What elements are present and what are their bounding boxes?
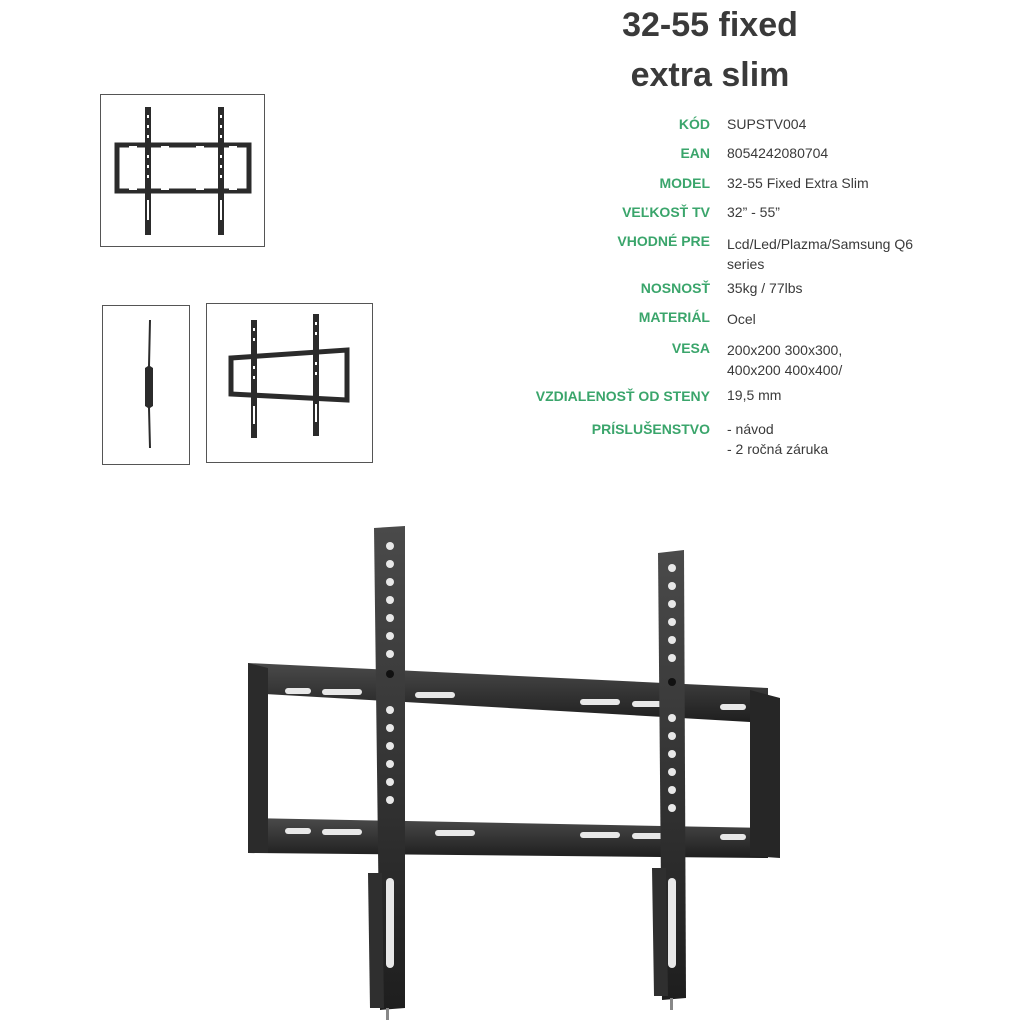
spec-value-wall-distance: 19,5 mm [727, 387, 782, 403]
spec-value-suitable-for: Lcd/Led/Plazma/Samsung Q6 series [727, 236, 913, 272]
spec-label-ean: EAN [680, 145, 710, 161]
spec-label-vesa: VESA [671, 340, 710, 356]
main-product-image [240, 518, 785, 1024]
spec-label-model: MODEL [659, 175, 710, 191]
product-title [560, 0, 860, 100]
mount-front-image [101, 95, 264, 246]
thumbnail-front-view[interactable] [100, 94, 265, 247]
thumbnail-angled-view[interactable] [206, 303, 373, 463]
spec-label-load: NOSNOSŤ [640, 280, 710, 296]
spec-label-tv-size: VEĽKOSŤ TV [622, 204, 710, 220]
spec-value-kod: SUPSTV004 [727, 116, 807, 132]
spec-label-kod: KÓD [678, 116, 710, 132]
spec-value-ean: 8054242080704 [727, 145, 829, 161]
spec-value-load: 35kg / 77lbs [727, 280, 803, 296]
spec-value-tv-size: 32” - 55” [727, 204, 780, 220]
mount-side-image [103, 306, 189, 464]
thumbnail-side-view[interactable] [102, 305, 190, 465]
spec-label-suitable-for: VHODNÉ PRE [617, 233, 710, 249]
spec-label-accessories: PRÍSLUŠENSTVO [591, 421, 710, 437]
spec-label-material: MATERIÁL [638, 309, 710, 325]
mount-large-image [240, 518, 785, 1024]
spec-label-wall-distance: VZDIALENOSŤ OD STENY [535, 388, 710, 404]
title-line-2: extra slim [630, 56, 790, 94]
mount-angled-image [207, 304, 372, 462]
spec-value-vesa: 200x200 300x300, 400x200 400x400/ [727, 342, 843, 378]
spec-value-accessories: - návod - 2 ročná záruka [727, 421, 829, 457]
title-line-1: 32-55 fixed [622, 6, 798, 44]
spec-value-material: Ocel [727, 311, 756, 327]
spec-value-model: 32-55 Fixed Extra Slim [727, 175, 869, 191]
